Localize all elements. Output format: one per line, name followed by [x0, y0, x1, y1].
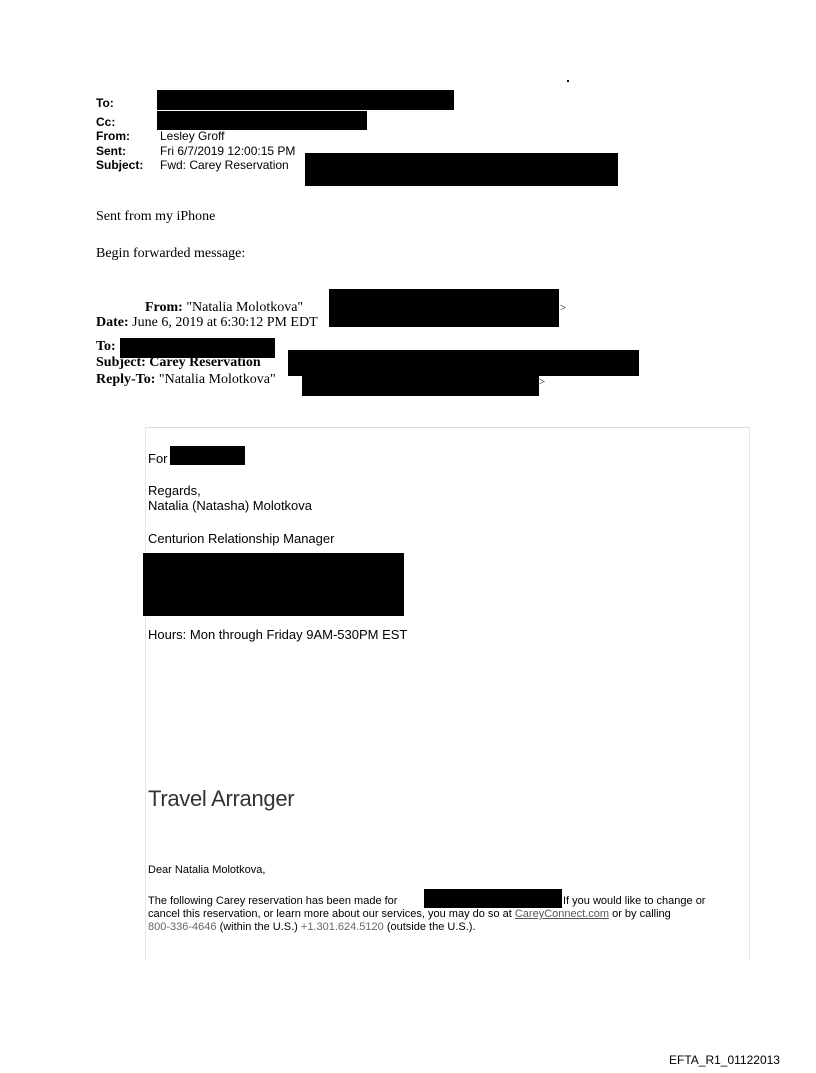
fwd-subject-line — [96, 356, 261, 370]
fwd-date-line — [96, 316, 318, 330]
fwd-from-value: "Natalia Molotkova" — [186, 300, 304, 315]
outside-us: (outside the U.S.). — [386, 921, 476, 933]
stray-dot — [567, 80, 569, 82]
signature-name: Natalia (Natasha) Molotkova — [148, 498, 313, 513]
fwd-date-value: June 6, 2019 at 6:30:12 PM EDT — [132, 315, 318, 330]
from-value: Lesley Groff — [160, 129, 225, 143]
travel-arranger-heading: Travel Arranger — [148, 786, 295, 811]
signature-title: Centurion Relationship Manager — [148, 531, 335, 546]
fwd-replyto-value: "Natalia Molotkova" — [158, 372, 276, 387]
from-label: From: — [96, 129, 130, 143]
redaction-to — [157, 90, 454, 110]
fwd-from-tail: > — [560, 302, 567, 314]
begin-forwarded-line: Begin forwarded message: — [96, 246, 246, 261]
fwd-to-label: To: — [96, 339, 116, 354]
for-label: For — [148, 451, 168, 466]
fwd-to-line — [96, 340, 116, 354]
para-part2: If you would like to change or — [563, 895, 706, 907]
subject-label: Subject: — [96, 158, 144, 172]
sent-from-line: Sent from my iPhone — [96, 209, 216, 224]
sent-value: Fri 6/7/2019 12:00:15 PM — [160, 144, 296, 158]
carey-connect-link[interactable]: CareyConnect.com — [514, 908, 610, 920]
to-label: To: — [96, 96, 114, 110]
para-line2-tail: or by calling — [612, 908, 671, 920]
para-part1: The following Carey reservation has been made for — [148, 895, 398, 907]
para-line-2 — [148, 908, 671, 920]
para-line-3 — [148, 921, 476, 933]
sent-label: Sent: — [96, 144, 126, 158]
redaction-fwd-from — [329, 289, 559, 327]
redaction-cc — [157, 111, 367, 130]
para-line2-text: cancel this reservation, or learn more about our services, you may do so at — [148, 908, 512, 920]
subject-value: Fwd: Carey Reservation — [160, 158, 289, 172]
fwd-from-label: From: — [145, 300, 183, 315]
fwd-date-label: Date: — [96, 315, 129, 330]
greeting-line: Dear Natalia Molotkova, — [148, 864, 266, 876]
document-id: EFTA_R1_01122013 — [669, 1053, 780, 1067]
fwd-subject-value: Carey Reservation — [149, 355, 261, 370]
redaction-fwd-replyto — [302, 365, 539, 396]
redaction-for — [170, 446, 245, 465]
regards-line: Regards, — [148, 483, 201, 498]
fwd-replyto-tail: > — [539, 376, 546, 388]
hours-line: Hours: Mon through Friday 9AM-530PM EST — [148, 627, 408, 642]
within-us: (within the U.S.) — [219, 921, 298, 933]
phone-us[interactable]: 800-336-4646 — [148, 921, 217, 933]
fwd-from-line — [145, 301, 303, 315]
fwd-replyto-line — [96, 373, 276, 387]
para-line-1 — [148, 895, 397, 907]
redaction-signature-block — [143, 553, 404, 616]
cc-label: Cc: — [96, 115, 116, 129]
phone-intl[interactable]: +1.301.624.5120 — [300, 921, 384, 933]
fwd-subject-label: Subject: — [96, 355, 146, 370]
redaction-subject — [305, 153, 618, 186]
redaction-recipient — [424, 889, 562, 908]
fwd-replyto-label: Reply-To: — [96, 372, 156, 387]
